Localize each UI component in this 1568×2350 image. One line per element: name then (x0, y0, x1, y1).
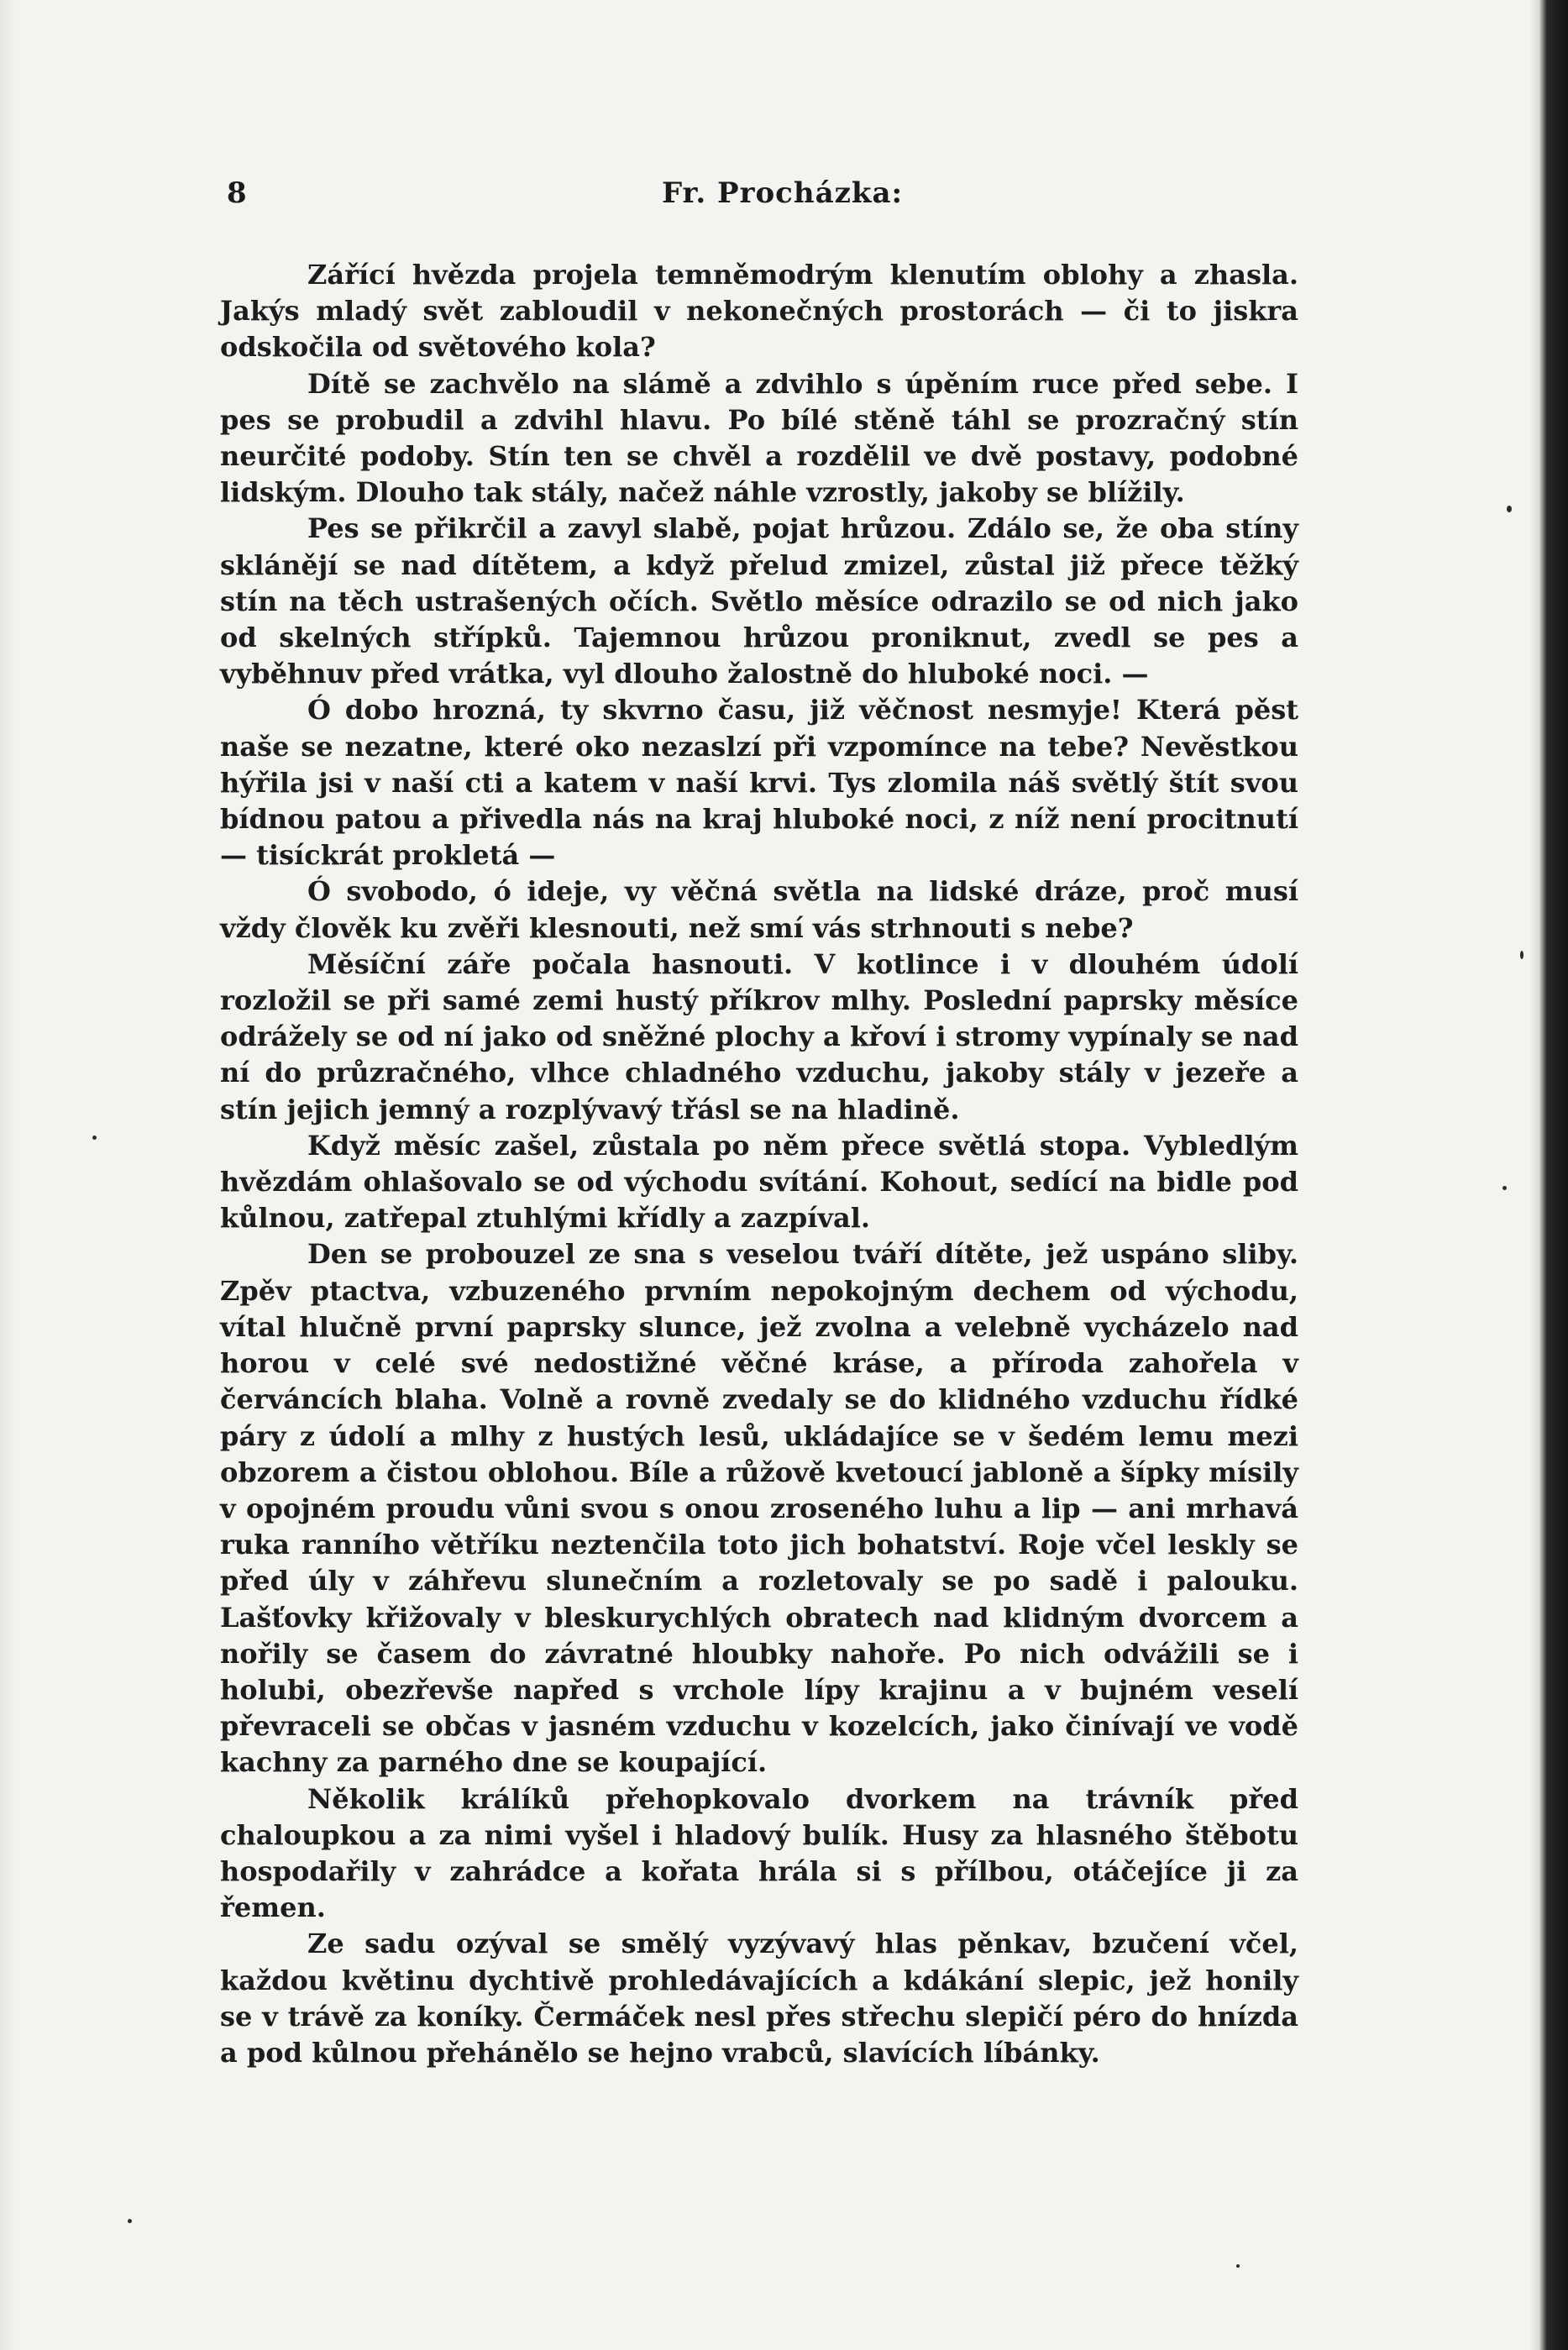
paragraph: Den se probouzel ze sna s veselou tváří dítěte, jež uspáno sliby. Zpěv ptactva, vzbuzeného prvním nepokojným dechem od východu, vítal hlučně první paprsky slunce, jež zvolna a velebně vycházelo nad horou v celé své nedostižné věčné kráse, a příroda zahořela v červáncích blaha. Volně a rovně zvedaly se do klidného vzduchu řídké páry z údolí a mlhy z hustých lesů, ukládajíce se v šedém lemu mezi obzorem a čistou oblohou. Bíle a růžově kvetoucí jabloně a šípky mísily v opojném proudu vůni svou s onou zroseného luhu a lip — ani mrhavá ruka ranního větříku neztenčila toto jich bohatství. Roje včel leskly se před úly v záhřevu slunečním a rozletovaly se po sadě i palouku. Lašťovky křižovaly v bleskurychlých obratech nad klidným dvorcem a nořily se časem do závratné hloubky nahoře. Po nich odvážili se i holubi, obezřevše napřed s vrchole lípy krajinu a v bujném veselí převraceli se občas v jasném vzduchu v kozelcích, jako činívají ve vodě kachny za parného dne se koupající. (220, 1238, 1298, 1779)
paragraph: Pes se přikrčil a zavyl slabě, pojat hrůzou. Zdálo se, že oba stíny sklánějí se nad dítětem, a když přelud zmizel, zůstal již přece těžký stín na těch ustrašených očích. Světlo měsíce odrazilo se od nich jako od skelných střípků. Tajemnou hrůzou proniknut, zvedl se pes a vyběhnuv před vrátka, vyl dlouho žalostně do hluboké noci. — (220, 512, 1298, 690)
book-binding-edge (1529, 0, 1568, 2350)
running-head: Fr. Procházka: (662, 176, 904, 210)
paragraph: Ó svobodo, ó ideje, vy věčná světla na lidské dráze, proč musí vždy člověk ku zvěři klesnouti, než smí vás strhnouti s nebe? (220, 875, 1298, 944)
scan-speck (128, 2219, 132, 2223)
paragraph: Ó dobo hrozná, ty skvrno času, již věčnost nesmyje! Která pěst naše se nezatne, které oko nezaslzí při vzpomínce na tebe? Nevěstkou hýřila jsi v naší cti a katem v naší krvi. Tys zlomila náš světlý štít svou bídnou patou a přivedla nás na kraj hluboké noci, z níž není procitnutí — tisíckrát prokletá — (220, 694, 1298, 872)
scan-speck (1502, 1186, 1507, 1190)
paragraph: Ze sadu ozýval se smělý vyzývavý hlas pěnkav, bzučení včel, každou květinu dychtivě prohledávajících a kdákání slepic, jež honily se v trávě za koníky. Čermáček nesl přes střechu slepičí péro do hnízda a pod kůlnou přehánělo se hejno vrabců, slavících líbánky. (220, 1928, 1298, 2069)
scan-speck (1507, 506, 1512, 512)
scan-speck (1520, 951, 1523, 959)
paragraph: Dítě se zachvělo na slámě a zdvihlo s úpěním ruce před sebe. I pes se probudil a zdvihl hlavu. Po bílé stěně táhl se prozračný stín neurčité podoby. Stín ten se chvěl a rozdělil ve dvě postavy, podobné lidským. Dlouho tak stály, načež náhle vzrostly, jakoby se blížily. (220, 367, 1298, 509)
paragraph: Když měsíc zašel, zůstala po něm přece světlá stopa. Vybledlým hvězdám ohlašovalo se od východu svítání. Kohout, sedící na bidle pod kůlnou, zatřepal ztuhlými křídly a zazpíval. (220, 1129, 1298, 1235)
scan-speck (1236, 2264, 1240, 2268)
page-number: 8 (227, 176, 247, 210)
paragraph: Několik králíků přehopkovalo dvorkem na trávník před chaloupkou a za nimi vyšel i hladový bulík. Husy za hlasného štěbotu hospodařily v zahrádce a kořata hrála si s přílbou, otáčejíce ji za řemen. (220, 1782, 1298, 1924)
paragraph: Měsíční záře počala hasnouti. V kotlince i v dlouhém údolí rozložil se při samé zemi hustý příkrov mlhy. Poslední paprsky měsíce odrážely se od ní jako od sněžné plochy a křoví i stromy vypínaly se nad ní do průzračného, vlhce chladného vzduchu, jakoby stály v jezeře a stín jejich jemný a rozplývavý třásl se na hladině. (220, 947, 1298, 1125)
page-header (227, 176, 1315, 218)
body-text (220, 257, 1298, 2071)
page-left-edge (0, 0, 15, 2350)
paragraph: Zářící hvězda projela temněmodrým klenutím oblohy a zhasla. Jakýs mladý svět zabloudil v nekonečných prostorách — či to jiskra odskočila od světového kola? (220, 259, 1298, 364)
scan-speck (92, 1136, 97, 1140)
